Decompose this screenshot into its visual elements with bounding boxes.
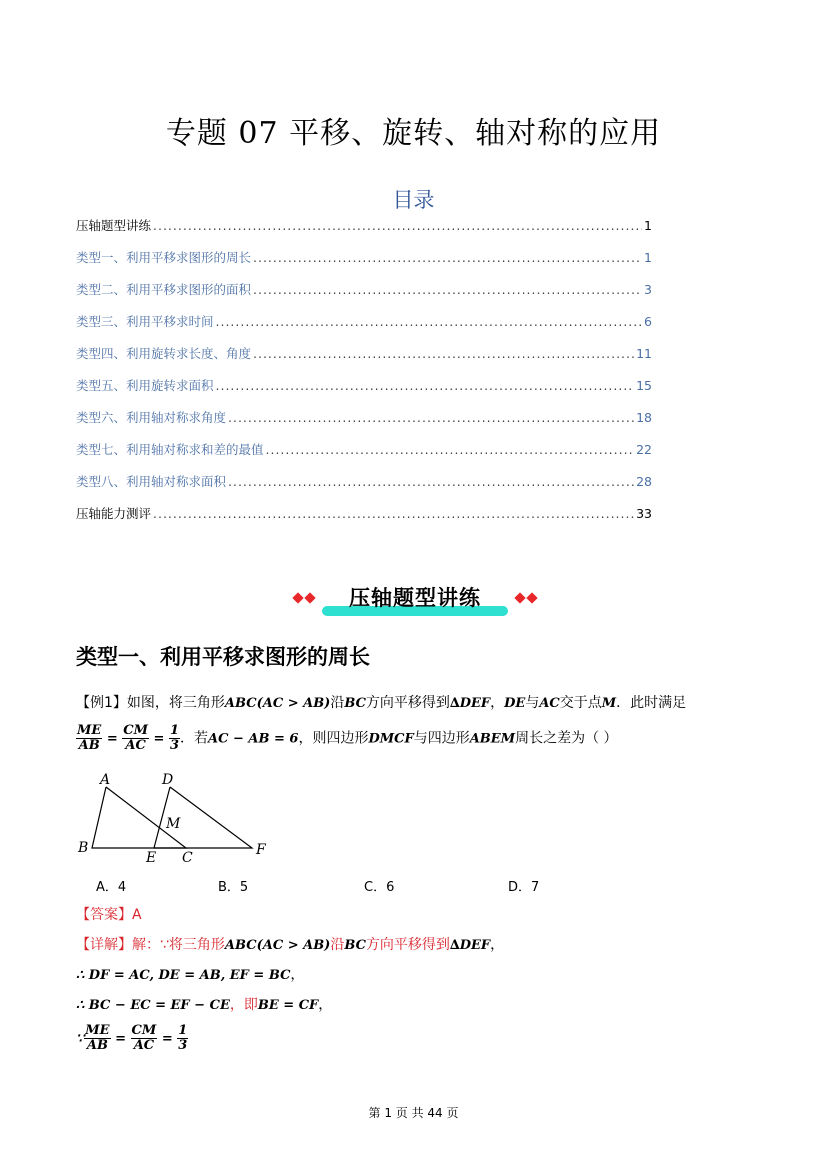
answer-label: 【答案】 xyxy=(76,907,132,923)
table-of-contents xyxy=(76,216,652,536)
toc-heading: 目录 xyxy=(392,188,435,212)
toc-item[interactable]: 类型七、利用轴对称求和差的最值 ..... 22 xyxy=(76,440,652,472)
banner-text: 压轴题型讲练 xyxy=(349,586,481,610)
option-c[interactable]: C．6 xyxy=(364,880,395,895)
solution-line-1: 【详解】解：∵将三角形ABC(AC > AB)沿BC方向平移得到∆DEF， xyxy=(76,937,505,953)
example-tag: 【例1】 xyxy=(76,695,127,711)
page-title: 专题 07 平移、旋转、轴对称的应用 xyxy=(165,116,662,151)
fraction: $\frac{ME}{AB}$ xyxy=(77,723,102,753)
example-line-1: 【例1】如图，将三角形ABC(AC > AB)沿BC方向平移得到∆DEF，DE与AC交于点M．此时满足 xyxy=(76,695,687,711)
option-b[interactable]: B．5 xyxy=(218,880,249,895)
label-e: E xyxy=(146,850,157,866)
example-line-2: $\frac{ME}{AB}$ = $\frac{CM}{AC}$ = $\frac{1}{3}$ ．若AC − AB = 6，则四边形DMCF与四边形ABEM周长之差为（ ） xyxy=(77,723,618,753)
diamond-icon xyxy=(304,592,315,603)
answer-value: A xyxy=(132,907,142,923)
fraction: $\frac{1}{3}$ xyxy=(178,1023,188,1053)
diamond-icon xyxy=(292,592,303,603)
diamond-icon xyxy=(514,592,525,603)
page-footer: 第 1 页 共 44 页 xyxy=(368,1106,459,1120)
answer-line xyxy=(76,904,142,924)
section-title: 类型一、利用平移求图形的周长 xyxy=(76,644,370,669)
fraction: $\frac{CM}{AC}$ xyxy=(123,723,149,753)
section-banner xyxy=(290,580,540,622)
fraction: $\frac{ME}{AB}$ xyxy=(85,1023,110,1053)
triangle-figure xyxy=(74,770,274,868)
label-c: C xyxy=(182,850,193,866)
toc-item[interactable]: 类型八、利用轴对称求面积 ..... 28 xyxy=(76,472,652,504)
diamond-icon xyxy=(526,592,537,603)
label-b: B xyxy=(78,840,89,856)
fraction: $\frac{CM}{AC}$ xyxy=(131,1023,157,1053)
solution-line-3: ∴ BC − EC = EF − CE，即BE = CF， xyxy=(76,997,333,1013)
solution-line-2: ∴ DF = AC, DE = AB, EF = BC， xyxy=(76,967,305,983)
toc-item[interactable]: 类型五、利用旋转求面积 ..... 15 xyxy=(76,376,652,408)
toc-item[interactable]: 类型六、利用轴对称求角度 ..... 18 xyxy=(76,408,652,440)
solution-line-4: ∵ $\frac{ME}{AB}$ = $\frac{CM}{AC}$ = $\frac{1}{3}$ xyxy=(76,1023,188,1053)
toc-item[interactable]: 类型二、利用平移求图形的面积 ..... 3 xyxy=(76,280,652,312)
option-a[interactable]: A．4 xyxy=(96,880,127,895)
option-d[interactable]: D．7 xyxy=(508,880,540,895)
toc-item[interactable]: 类型四、利用旋转求长度、角度 ..... 11 xyxy=(76,344,652,376)
label-a: A xyxy=(100,772,111,788)
label-d: D xyxy=(162,772,174,788)
toc-item[interactable]: 压轴题型讲练 ..... 1 xyxy=(76,216,652,248)
toc-item[interactable]: 压轴能力测评 ..... 33 xyxy=(76,504,652,536)
toc-item[interactable]: 类型一、利用平移求图形的周长 ..... 1 xyxy=(76,248,652,280)
label-m: M xyxy=(166,816,181,832)
solution-label: 【详解】 xyxy=(76,937,132,953)
toc-item[interactable]: 类型三、利用平移求时间 ..... 6 xyxy=(76,312,652,344)
label-f: F xyxy=(256,842,266,858)
fraction: $\frac{1}{3}$ xyxy=(169,723,180,753)
